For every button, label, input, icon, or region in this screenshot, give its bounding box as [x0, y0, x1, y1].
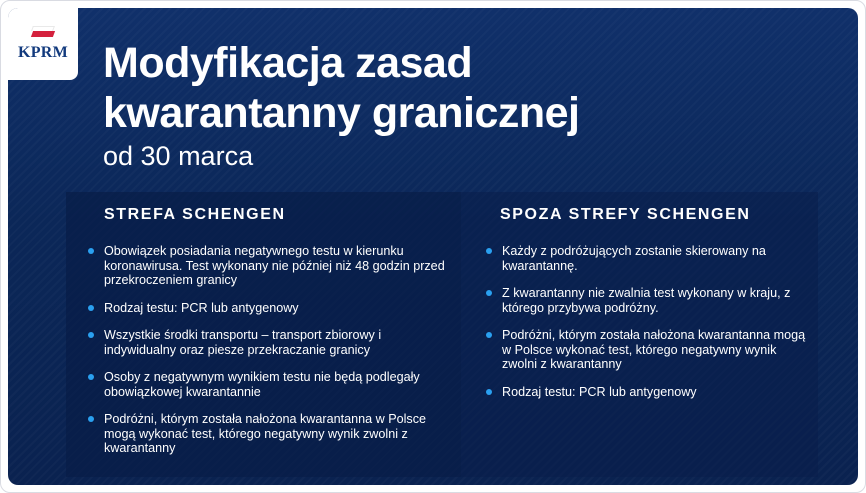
title-line-2: kwarantanny granicznej — [103, 89, 580, 137]
info-panel — [66, 192, 818, 477]
list-item: Podróżni, którym została nałożona kwarantanna w Polsce mogą wykonać test, którego negatywny wynik zwolni z kwarantanny — [88, 412, 450, 456]
column-non-schengen — [464, 192, 818, 477]
kprm-logo — [8, 8, 78, 80]
column-schengen — [66, 192, 461, 477]
column-heading: SPOZA STREFY SCHENGEN — [500, 206, 751, 223]
title-line-1: Modyfikacja zasad — [103, 39, 473, 87]
infographic-card — [8, 8, 858, 485]
bullet-list — [88, 244, 450, 469]
list-item: Osoby z negatywnym wynikiem testu nie będą podlegały obowiązkowej kwarantannie — [88, 370, 450, 399]
list-item: Każdy z podróżujących zostanie skierowany na kwarantannę. — [486, 244, 806, 273]
polish-flag-icon — [32, 26, 54, 37]
logo-text: KPRM — [17, 44, 69, 61]
page-title — [103, 38, 580, 138]
page-subtitle: od 30 marca — [103, 141, 254, 171]
column-heading: STREFA SCHENGEN — [104, 206, 286, 223]
list-item: Wszystkie środki transportu – transport zbiorowy i indywidualny oraz piesze przekraczanie granicy — [88, 328, 450, 357]
list-item: Z kwarantanny nie zwalnia test wykonany w kraju, z którego przybywa podróżny. — [486, 286, 806, 315]
list-item: Podróżni, którym została nałożona kwarantanna mogą w Polsce wykonać test, którego negatywny wynik zwolni z kwarantanny — [486, 328, 806, 372]
list-item: Obowiązek posiadania negatywnego testu w kierunku koronawirusa. Test wykonany nie później niż 48 godzin przed przekroczeniem granicy — [88, 244, 450, 288]
bullet-list — [486, 244, 806, 412]
list-item: Rodzaj testu: PCR lub antygenowy — [486, 385, 806, 400]
list-item: Rodzaj testu: PCR lub antygenowy — [88, 301, 450, 316]
